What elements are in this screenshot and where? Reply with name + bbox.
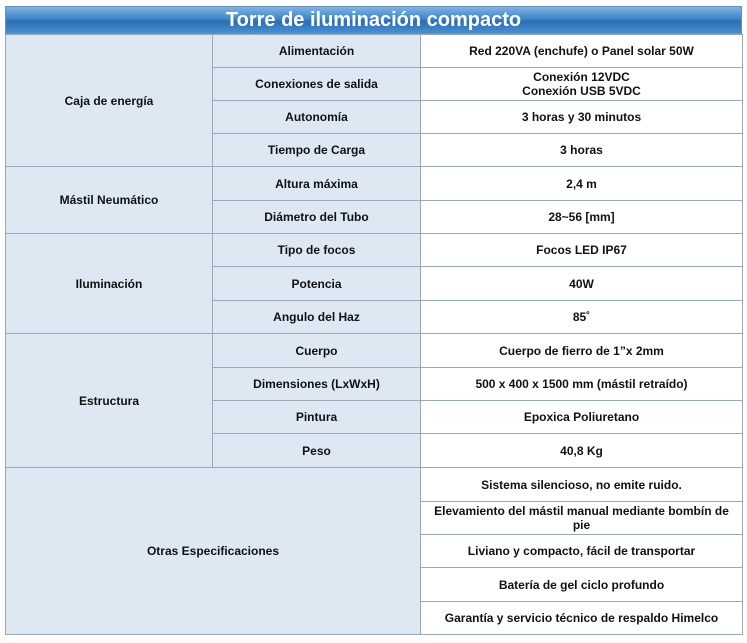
spec-label: Autonomía (213, 101, 421, 134)
other-spec-item: Garantía y servicio técnico de respaldo Himelco (421, 602, 743, 635)
spec-value: 40,8 Kg (421, 434, 743, 468)
spec-label: Pintura (213, 401, 421, 434)
spec-label: Potencia (213, 267, 421, 301)
spec-value: 28~56 [mm] (421, 201, 743, 234)
spec-value: 40W (421, 267, 743, 301)
spec-value-line: Conexión 12VDC (533, 70, 630, 84)
spec-label: Diámetro del Tubo (213, 201, 421, 234)
spec-label: Conexiones de salida (213, 68, 421, 101)
spec-label: Tipo de focos (213, 234, 421, 267)
spec-label: Alimentación (213, 35, 421, 68)
table-title: Torre de iluminación compacto (5, 6, 742, 34)
spec-value: Epoxica Poliuretano (421, 401, 743, 434)
spec-label: Dimensiones (LxWxH) (213, 368, 421, 401)
spec-value: 3 horas y 30 minutos (421, 101, 743, 134)
spec-label: Angulo del Haz (213, 301, 421, 334)
category-cell: Iluminación (6, 234, 213, 334)
other-spec-item: Batería de gel ciclo profundo (421, 568, 743, 602)
category-cell: Caja de energía (6, 35, 213, 167)
spec-value: 500 x 400 x 1500 mm (mástil retraído) (421, 368, 743, 401)
spec-value: 3 horas (421, 134, 743, 167)
spec-value-line: Conexión USB 5VDC (522, 84, 641, 98)
spec-value: Cuerpo de fierro de 1”x 2mm (421, 334, 743, 368)
other-spec-item: Liviano y compacto, fácil de transportar (421, 535, 743, 568)
spec-label: Tiempo de Carga (213, 134, 421, 167)
other-spec-item: Elevamiento del mástil manual mediante bombín de pie (421, 502, 743, 535)
category-cell: Estructura (6, 334, 213, 468)
spec-label: Altura máxima (213, 167, 421, 201)
spec-value: 85˚ (421, 301, 743, 334)
spec-value: Focos LED IP67 (421, 234, 743, 267)
spec-value: 2,4 m (421, 167, 743, 201)
category-cell: Mástil Neumático (6, 167, 213, 234)
other-spec-item: Sistema silencioso, no emite ruido. (421, 468, 743, 502)
category-cell-otras: Otras Especificaciones (6, 468, 421, 635)
spec-value: Red 220VA (enchufe) o Panel solar 50W (421, 35, 743, 68)
spec-label: Cuerpo (213, 334, 421, 368)
spec-value (421, 68, 743, 101)
spec-label: Peso (213, 434, 421, 468)
spec-table (5, 34, 743, 635)
